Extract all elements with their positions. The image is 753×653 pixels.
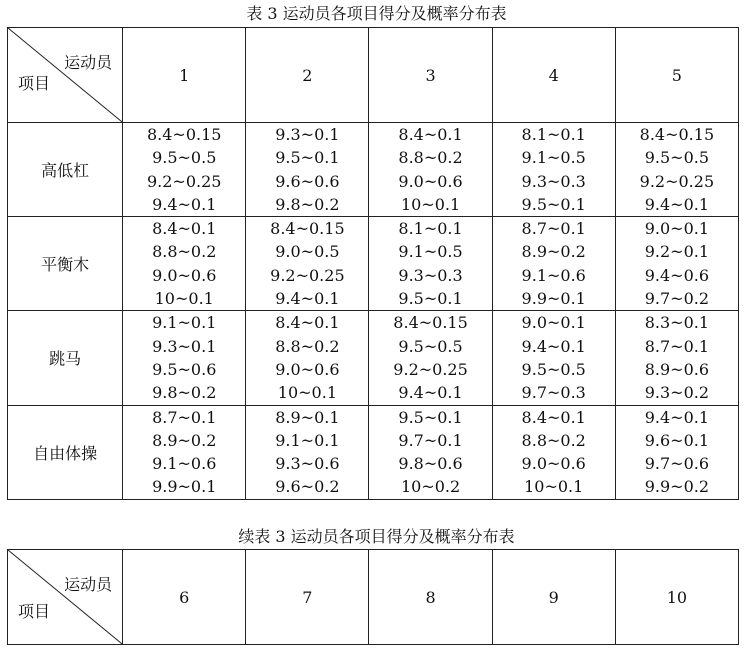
continued-table-caption: 续表 3 运动员各项目得分及概率分布表 bbox=[238, 527, 515, 546]
table-caption: 表 3 运动员各项目得分及概率分布表 bbox=[246, 4, 507, 23]
athlete-header: 1 bbox=[123, 28, 246, 123]
score-probability-pair: 8.9~0.6 bbox=[644, 359, 710, 379]
continued-score-table bbox=[7, 549, 739, 645]
score-probability-pair: 9.1~0.5 bbox=[398, 242, 463, 262]
score-probability-pair: 9.9~0.2 bbox=[644, 477, 710, 497]
score-probability-pair: 9.7~0.1 bbox=[398, 430, 463, 450]
score-probability-pair: 9.0~0.6 bbox=[275, 359, 340, 379]
score-distribution-cell bbox=[123, 405, 246, 499]
score-probability-pair: 8.9~0.1 bbox=[275, 407, 340, 427]
score-distribution-cell bbox=[246, 123, 369, 217]
score-distribution-cell bbox=[246, 217, 369, 311]
score-probability-pair: 8.4~0.1 bbox=[275, 313, 340, 333]
score-distribution-cell bbox=[492, 123, 615, 217]
score-probability-pair: 9.6~0.1 bbox=[644, 430, 710, 450]
athlete-axis-label: 运动员 bbox=[64, 53, 113, 72]
score-probability-pair: 9.5~0.5 bbox=[521, 359, 586, 379]
score-probability-pair: 8.4~0.15 bbox=[146, 125, 222, 144]
score-probability-pair: 9.1~0.1 bbox=[275, 430, 340, 450]
score-probability-pair: 8.4~0.15 bbox=[393, 313, 468, 333]
event-name-cell: 高低杠 bbox=[8, 123, 123, 217]
score-probability-pair: 9.5~0.1 bbox=[521, 194, 586, 214]
score-probability-pair: 9.0~0.6 bbox=[152, 265, 217, 285]
score-probability-pair: 8.3~0.1 bbox=[644, 313, 710, 333]
score-probability-pair: 9.9~0.1 bbox=[152, 477, 217, 497]
score-probability-pair: 9.6~0.6 bbox=[275, 171, 340, 191]
score-probability-table bbox=[7, 27, 739, 500]
score-probability-pair: 9.4~0.1 bbox=[644, 194, 710, 214]
table-row bbox=[8, 311, 739, 405]
event-name-cell: 跳马 bbox=[8, 311, 123, 405]
score-probability-pair: 9.3~0.3 bbox=[398, 265, 463, 285]
score-probability-pair: 9.5~0.1 bbox=[398, 407, 463, 427]
score-probability-pair: 9.5~0.5 bbox=[152, 148, 217, 168]
score-probability-pair: 9.7~0.2 bbox=[644, 289, 710, 309]
score-probability-pair: 9.5~0.5 bbox=[644, 148, 710, 168]
athlete-header: 3 bbox=[369, 28, 492, 123]
score-distribution-cell bbox=[492, 217, 615, 311]
score-distribution-cell bbox=[615, 123, 738, 217]
item-axis-label: 项目 bbox=[18, 602, 51, 621]
score-probability-pair: 9.4~0.1 bbox=[521, 336, 586, 356]
score-probability-pair: 8.8~0.2 bbox=[521, 430, 586, 450]
score-probability-pair: 9.5~0.1 bbox=[275, 148, 340, 168]
score-probability-pair: 9.4~0.1 bbox=[644, 407, 710, 427]
score-probability-pair: 8.4~0.15 bbox=[270, 219, 345, 239]
score-probability-pair: 9.1~0.1 bbox=[152, 313, 217, 333]
score-probability-pair: 9.3~0.3 bbox=[521, 171, 586, 191]
score-probability-pair: 9.1~0.6 bbox=[521, 265, 586, 285]
score-probability-pair: 9.4~0.1 bbox=[152, 194, 217, 214]
athlete-header: 2 bbox=[246, 28, 369, 123]
score-probability-pair: 9.0~0.6 bbox=[398, 171, 463, 191]
score-distribution-cell bbox=[615, 217, 738, 311]
score-distribution-cell bbox=[615, 311, 738, 405]
score-probability-pair: 10~0.2 bbox=[400, 477, 461, 497]
score-probability-pair: 9.4~0.1 bbox=[398, 383, 463, 403]
score-distribution-cell bbox=[123, 311, 246, 405]
corner-header-cell bbox=[8, 28, 123, 123]
score-probability-pair: 8.8~0.2 bbox=[275, 336, 340, 356]
table-header-row bbox=[8, 550, 739, 645]
score-probability-pair: 9.4~0.6 bbox=[644, 265, 710, 285]
score-probability-pair: 9.2~0.25 bbox=[393, 359, 468, 379]
score-probability-pair: 9.6~0.2 bbox=[275, 477, 340, 497]
athlete-header: 9 bbox=[492, 550, 615, 645]
diagonal-divider bbox=[8, 550, 122, 644]
score-probability-pair: 9.7~0.3 bbox=[521, 383, 586, 403]
score-probability-pair: 9.1~0.5 bbox=[521, 148, 586, 168]
score-probability-pair: 9.2~0.25 bbox=[270, 265, 345, 285]
score-distribution-cell bbox=[369, 123, 492, 217]
corner-header-cell bbox=[8, 550, 123, 645]
score-probability-pair: 10~0.1 bbox=[154, 289, 214, 309]
score-probability-pair: 9.4~0.1 bbox=[275, 289, 340, 309]
score-probability-pair: 8.4~0.1 bbox=[152, 219, 217, 239]
score-probability-pair: 9.9~0.1 bbox=[521, 289, 586, 309]
item-axis-label: 项目 bbox=[18, 74, 51, 93]
score-probability-pair: 9.2~0.25 bbox=[639, 171, 715, 191]
score-distribution-cell bbox=[369, 405, 492, 499]
score-probability-pair: 8.9~0.2 bbox=[152, 430, 217, 450]
athlete-header: 5 bbox=[615, 28, 738, 123]
score-distribution-cell bbox=[123, 217, 246, 311]
score-distribution-cell bbox=[369, 217, 492, 311]
athlete-axis-label: 运动员 bbox=[64, 575, 113, 594]
table-row bbox=[8, 405, 739, 499]
score-probability-pair: 8.7~0.1 bbox=[644, 336, 710, 356]
score-probability-pair: 8.4~0.1 bbox=[521, 407, 586, 427]
score-probability-pair: 9.5~0.5 bbox=[398, 336, 463, 356]
score-probability-pair: 8.1~0.1 bbox=[521, 125, 586, 144]
athlete-header: 8 bbox=[369, 550, 492, 645]
score-probability-pair: 9.3~0.2 bbox=[644, 383, 710, 403]
score-probability-pair: 9.2~0.25 bbox=[146, 171, 222, 191]
score-probability-pair: 10~0.1 bbox=[524, 477, 584, 497]
score-probability-pair: 8.8~0.2 bbox=[398, 148, 463, 168]
score-probability-pair: 9.3~0.1 bbox=[152, 336, 217, 356]
score-probability-pair: 9.5~0.1 bbox=[398, 289, 463, 309]
athlete-header: 6 bbox=[123, 550, 246, 645]
score-probability-pair: 9.0~0.5 bbox=[275, 242, 340, 262]
score-probability-pair: 10~0.1 bbox=[400, 194, 461, 214]
score-distribution-cell bbox=[492, 405, 615, 499]
score-distribution-cell bbox=[246, 311, 369, 405]
score-probability-pair: 9.8~0.2 bbox=[275, 194, 340, 214]
score-probability-pair: 8.4~0.15 bbox=[639, 125, 715, 144]
score-probability-pair: 9.3~0.1 bbox=[275, 125, 340, 144]
score-probability-pair: 8.1~0.1 bbox=[398, 219, 463, 239]
score-distribution-cell bbox=[246, 405, 369, 499]
score-probability-pair: 9.2~0.1 bbox=[644, 242, 710, 262]
score-probability-pair: 9.0~0.6 bbox=[521, 454, 586, 474]
table-row bbox=[8, 217, 739, 311]
score-distribution-cell bbox=[615, 405, 738, 499]
event-name-cell: 平衡木 bbox=[8, 217, 123, 311]
athlete-header: 4 bbox=[492, 28, 615, 123]
score-probability-pair: 8.7~0.1 bbox=[521, 219, 586, 239]
event-name-cell: 自由体操 bbox=[8, 405, 123, 499]
athlete-header: 7 bbox=[246, 550, 369, 645]
score-probability-pair: 9.8~0.6 bbox=[398, 454, 463, 474]
score-probability-pair: 9.0~0.1 bbox=[521, 313, 586, 333]
score-probability-pair: 9.8~0.2 bbox=[152, 383, 217, 403]
score-probability-pair: 8.4~0.1 bbox=[398, 125, 463, 144]
score-probability-pair: 9.7~0.6 bbox=[644, 454, 710, 474]
score-probability-pair: 8.8~0.2 bbox=[152, 242, 217, 262]
score-probability-pair: 10~0.1 bbox=[277, 383, 337, 403]
table-header-row bbox=[8, 28, 739, 123]
score-probability-pair: 9.0~0.1 bbox=[644, 219, 710, 239]
score-probability-pair: 9.3~0.6 bbox=[275, 454, 340, 474]
score-distribution-cell bbox=[492, 311, 615, 405]
score-probability-pair: 8.9~0.2 bbox=[521, 242, 586, 262]
score-distribution-cell bbox=[123, 123, 246, 217]
score-distribution-cell bbox=[369, 311, 492, 405]
table-row bbox=[8, 123, 739, 217]
score-probability-pair: 9.5~0.6 bbox=[152, 359, 217, 379]
score-probability-pair: 9.1~0.6 bbox=[152, 454, 217, 474]
athlete-header: 10 bbox=[615, 550, 738, 645]
score-probability-pair: 8.7~0.1 bbox=[152, 407, 217, 427]
